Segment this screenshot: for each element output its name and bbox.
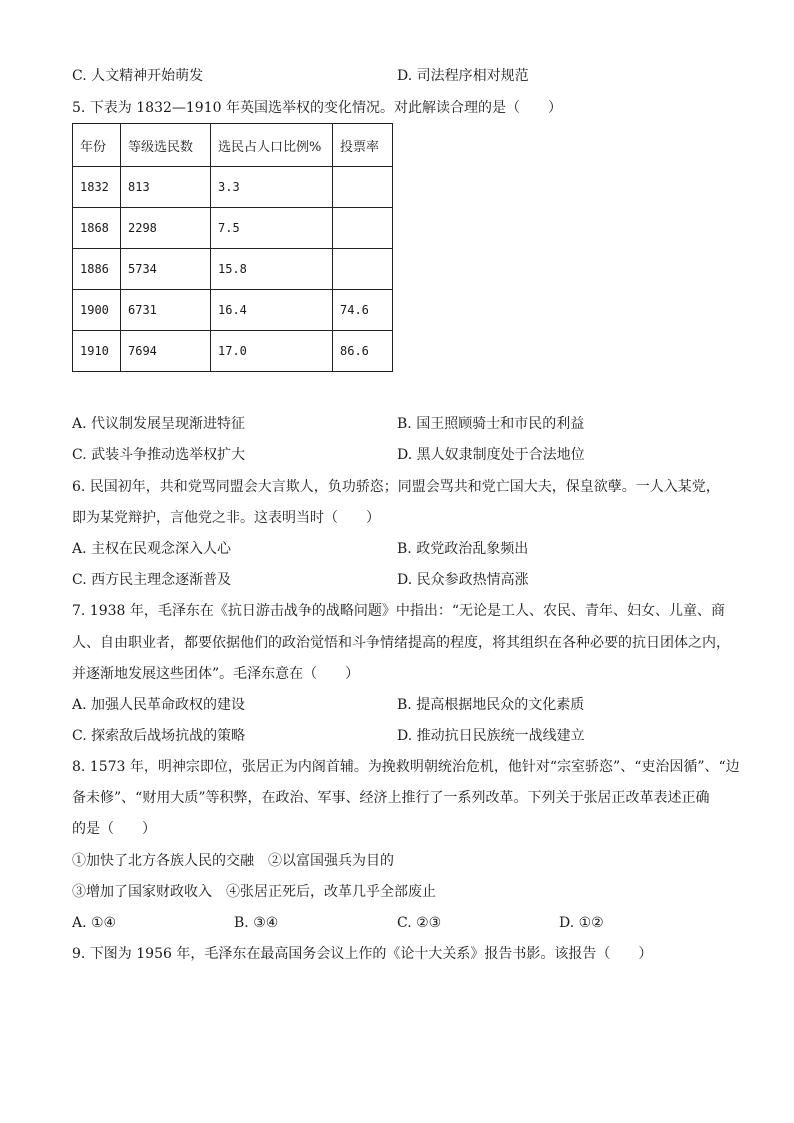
table-header-row: [73, 124, 393, 167]
cell-turnout: [333, 249, 393, 290]
q6-option-b: B. 政党政治乱象频出: [397, 541, 529, 557]
q8-option-a: A. ①④: [72, 915, 117, 931]
cell-voters: 5734: [121, 249, 211, 290]
q7-stem-line-2: 人、自由职业者，都要依据他们的政治觉悟和斗争情绪提高的程度，将其组织在各种必要的抗日团体之内，: [72, 635, 730, 651]
cell-ratio: 15.8: [211, 249, 333, 290]
cell-year: 1832: [73, 167, 121, 208]
header-voters: 等级选民数: [121, 124, 211, 167]
header-turnout: 投票率: [333, 124, 393, 167]
cell-voters: 7694: [121, 331, 211, 372]
header-year: 年份: [73, 124, 121, 167]
q6-option-a: A. 主权在民观念深入人心: [72, 541, 232, 557]
q7-stem-line-3: 并逐渐地发展这些团体”。毛泽东意在（ ）: [72, 666, 360, 682]
q8-option-c: C. ②③: [397, 915, 442, 931]
table-row: [73, 167, 393, 208]
q7-stem-line-1: 7. 1938 年，毛泽东在《抗日游击战争的战略问题》中指出：“无论是工人、农民、青年、妇女、儿童、商: [72, 603, 726, 619]
q6-option-c: C. 西方民主理念逐渐普及: [72, 572, 232, 588]
cell-turnout: [333, 167, 393, 208]
header-ratio: 选民占人口比例%: [211, 124, 333, 167]
q6-stem-line-2: 即为某党辩护，言他党之非。这表明当时（ ）: [72, 510, 380, 526]
cell-turnout: [333, 208, 393, 249]
q8-option-b: B. ③④: [234, 915, 279, 931]
q8-stem-line-1: 8. 1573 年，明神宗即位，张居正为内阁首辅。为挽救明朝统治危机，他针对“宗室骄恣”、“吏治因循”、“边: [72, 759, 740, 775]
cell-voters: 6731: [121, 290, 211, 331]
q7-option-d: D. 推动抗日民族统一战线建立: [397, 728, 585, 744]
cell-voters: 813: [121, 167, 211, 208]
cell-voters: 2298: [121, 208, 211, 249]
table-row: [73, 331, 393, 372]
q5-option-a: A. 代议制发展呈现渐进特征: [72, 416, 246, 432]
q7-option-a: A. 加强人民革命政权的建设: [72, 697, 246, 713]
cell-year: 1900: [73, 290, 121, 331]
cell-ratio: 16.4: [211, 290, 333, 331]
q8-option-d: D. ①②: [559, 915, 604, 931]
q4-option-d: D. 司法程序相对规范: [397, 68, 529, 84]
q6-stem-line-1: 6. 民国初年，共和党骂同盟会大言欺人，负功骄恣；同盟会骂共和党亡国大夫，保皇欲孽。一人入某党，: [72, 479, 720, 495]
voting-rights-table: [72, 123, 393, 372]
cell-ratio: 17.0: [211, 331, 333, 372]
cell-year: 1868: [73, 208, 121, 249]
table-row: [73, 290, 393, 331]
q5-stem: 5. 下表为 1832—1910 年英国选举权的变化情况。对此解读合理的是（ ）: [72, 100, 562, 116]
q7-option-c: C. 探索敌后战场抗战的策略: [72, 728, 246, 744]
cell-ratio: 7.5: [211, 208, 333, 249]
q8-statements-1: ①加快了北方各族人民的交融 ②以富国强兵为目的: [72, 853, 394, 869]
table-row: [73, 249, 393, 290]
q5-option-d: D. 黑人奴隶制度处于合法地位: [397, 447, 585, 463]
q7-option-b: B. 提高根据地民众的文化素质: [397, 697, 585, 713]
q4-option-c: C. 人文精神开始萌发: [72, 68, 204, 84]
q9-stem: 9. 下图为 1956 年，毛泽东在最高国务会议上作的《论十大关系》报告书影。该报告（ ）: [72, 946, 653, 962]
cell-turnout: 74.6: [333, 290, 393, 331]
q6-option-d: D. 民众参政热情高涨: [397, 572, 529, 588]
cell-turnout: 86.6: [333, 331, 393, 372]
q5-option-b: B. 国王照顾骑士和市民的利益: [397, 416, 585, 432]
q8-stem-line-3: 的是（ ）: [72, 821, 156, 837]
table-row: [73, 208, 393, 249]
cell-year: 1886: [73, 249, 121, 290]
cell-ratio: 3.3: [211, 167, 333, 208]
q5-option-c: C. 武装斗争推动选举权扩大: [72, 447, 246, 463]
q8-statements-2: ③增加了国家财政收入 ④张居正死后，改革几乎全部废止: [72, 884, 436, 900]
q8-stem-line-2: 备未修”、“财用大质”等积弊，在政治、军事、经济上推行了一系列改革。下列关于张居正改革表述正确: [72, 790, 710, 806]
cell-year: 1910: [73, 331, 121, 372]
